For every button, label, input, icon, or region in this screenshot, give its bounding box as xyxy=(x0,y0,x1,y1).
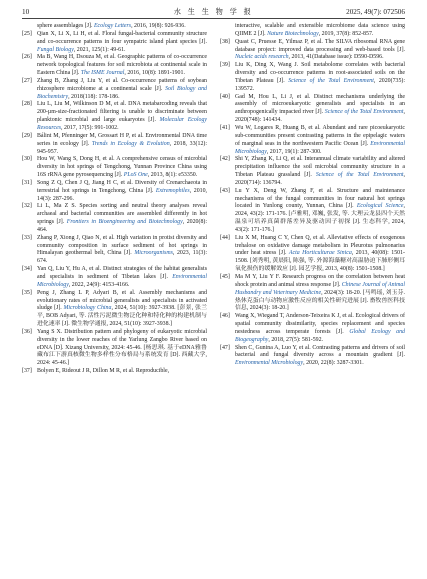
reference-number: [33] xyxy=(22,234,32,241)
reference-number: [37] xyxy=(22,368,32,375)
issue-info: 2025, 49(7): 072506 xyxy=(346,8,405,16)
journal-name[interactable]: Soil Biology and Biochemistry xyxy=(37,85,207,100)
reference-number: [35] xyxy=(22,289,32,296)
reference-number: [34] xyxy=(22,266,32,273)
journal-name[interactable]: Science of the Total Environment xyxy=(324,109,404,116)
ref-text: , 2021, 125(1): 49-61. xyxy=(73,46,126,53)
reference-entry xyxy=(22,78,207,102)
reference-entry xyxy=(22,101,207,132)
ref-text: Bolyen E, Rideout J R, Dillon M R, et al. Reproducible, xyxy=(37,368,170,375)
left-column xyxy=(22,23,207,575)
reference-entry xyxy=(22,235,207,266)
reference-entry xyxy=(22,290,207,329)
reference-number: [27] xyxy=(22,77,32,84)
reference-number: [29] xyxy=(22,132,32,139)
reference-number: [39] xyxy=(220,62,230,69)
reference-number: [44] xyxy=(220,234,230,241)
reference-entry xyxy=(220,313,405,344)
reference-number: [45] xyxy=(220,274,230,280)
reference-entry xyxy=(220,94,405,125)
ref-text: Qian X, Li X, Li H, et al. Floral fungal-bacterial community structure and co-occurrence patterns in four sympatric island plant species [J]. xyxy=(37,30,207,45)
ref-text: Wang X, Wiegand T, Anderson-Teixeira K J, et al. Ecological drivers of spatial community dissimilarity, species replacement and species nestedness across temperate forests [J]. xyxy=(235,313,405,335)
reference-number: [36] xyxy=(22,328,32,335)
ref-text: , 2017, 19(1): 287-300. xyxy=(266,148,322,155)
ref-text: , 2020, 22(8): 3287-3301. xyxy=(303,360,364,367)
ref-text: Wu W, Logares R, Huang B, et al. Abundant and rare picoeukaryotic sub-communities present contrasting patterns in the epipelagic waters of marginal seas in the northwestern Pacific Ocean [J]. xyxy=(235,124,405,147)
reference-number: [42] xyxy=(220,156,230,163)
ref-text: Gad M, Hou L, Li J, et al. Distinct mechanisms underlying the assembly of microeukaryotic generalists and specialists in an anthropogenically impacted river [J]. xyxy=(235,93,405,116)
reference-number: [26] xyxy=(22,54,32,61)
ref-text: Zhang P, Xiong J, Qiao N, et al. High variation in protist diversity and community composition in surface sediment of hot springs in Himalayan geothermal belt, China [J]. xyxy=(37,234,207,257)
reference-number: [40] xyxy=(220,93,230,100)
ref-text: , 2018(118): 178-186. xyxy=(68,93,120,100)
ref-text: sphere assemblages [J]. xyxy=(37,23,94,29)
reference-number: [43] xyxy=(220,187,230,194)
ref-text: Quast C, Pruesse E, Yilmaz P, et al. The SILVA ribosomal RNA gene database project: improved data processing and web-based tools [J]. xyxy=(235,38,405,53)
reference-number: [47] xyxy=(220,344,230,351)
ref-text: , 2013, 40(08): 1501-1508. [刘秀明, 黄晨阳, 陈强, 等. 外源海藻糖对高温胁迫下肺形侧耳氧化损伤的缓解效应 [J]. 园艺学报, 2013, 40(8): 1501-1508.] xyxy=(235,250,405,273)
reference-entry xyxy=(220,188,405,235)
ref-text: , 2024, 51(10): 3927-3938. [彭景, 张兰平, BOB Adyari, 等. 活性污泥微生物泛化种和特化种的构建机制与进化速率 [J]. 微生物学通报, 2024, 51(10): 3927-3938.] xyxy=(37,305,207,328)
reference-continuation xyxy=(220,23,405,39)
ref-text: , 2020(748): 141434. xyxy=(235,109,405,124)
journal-title: 水 生 生 物 学 报 xyxy=(173,8,254,16)
ref-text: Lu Y X, Deng W, Zhang F, et al. Structure and maintenance mechanisms of the fungal communities in four natural hot springs located in Yunlong county, Yunnan, China [J]. xyxy=(235,187,405,210)
ref-text: , 2016, 19(8): 926-936. xyxy=(131,23,186,29)
journal-name[interactable]: Extremophiles xyxy=(155,187,190,194)
ref-text: , 2019, 37(8): 852-857. xyxy=(318,30,374,37)
ref-text: Shi Y, Zhang K, Li Q, et al. Interannual climate variability and altered precipitation influence the soil microbial community structure in a Tibetan Plateau grassland [J]. xyxy=(235,156,405,179)
journal-name[interactable]: Science of the Total Environment xyxy=(315,172,404,179)
reference-number: [28] xyxy=(22,101,32,108)
journal-name[interactable]: The ISME Journal xyxy=(80,70,125,77)
ref-text: Yan Q, Liu Y, Hu A, et al. Distinct strategies of the habitat generalists and specialists in sediment of Tibetan lakes [J]. xyxy=(37,266,207,280)
reference-entry xyxy=(220,156,405,187)
page-number: 10 xyxy=(22,8,30,16)
reference-entry xyxy=(220,345,405,369)
reference-number: [46] xyxy=(220,313,230,320)
reference-entry xyxy=(220,62,405,93)
journal-name[interactable]: Frontiers in Bioengineering and Biotechnology xyxy=(66,219,183,226)
reference-number: [38] xyxy=(220,38,230,45)
reference-entry xyxy=(22,368,207,376)
reference-number: [32] xyxy=(22,203,32,210)
journal-name[interactable]: Fungal Biology xyxy=(37,46,74,53)
reference-entry xyxy=(220,274,405,313)
journal-name[interactable]: Nature Biotechnology xyxy=(267,30,319,37)
ref-text: Song Z Q, Chen J Q, Jiang H C, et al. Diversity of Crenarchaeota in terrestrial hot springs in Tengchong, China [J]. xyxy=(37,179,207,194)
ref-text: Bálint M, Pfenninger M, Grossart H P, et al. Environmental DNA time series in ecology [J]. xyxy=(37,132,207,147)
reference-columns xyxy=(22,23,405,575)
journal-name[interactable]: Science of the Total Environment xyxy=(288,77,374,84)
reference-entry xyxy=(220,125,405,156)
journal-name[interactable]: Global Ecology and Biogeography xyxy=(235,328,405,343)
journal-name[interactable]: Microbiology China xyxy=(63,305,112,312)
ref-text: Liu L, Liu M, Wilkinson D M, et al. DNA metabarcoding reveals that 200-µm-size-fractionated filtering is unable to discriminate between planktonic microbial and large eukaryotes [J]. xyxy=(37,101,207,124)
reference-entry xyxy=(22,203,207,234)
journal-name[interactable]: Ecological Science xyxy=(356,203,404,210)
ref-text: , 2024, 43(2): 171-176. [卢雅明, 邓巍, 张发, 等. 大理云龙县四个天然温泉可培养真菌群落差异及驱动因子初探 [J]. 生态科学, 2024, 43(2): 171-176.] xyxy=(235,203,405,233)
reference-entry xyxy=(220,235,405,274)
ref-text: , 2024(3): 18-20. [马鸣瑶, 刘玉芬. 热休克蛋白与动物应激性反应的相关性研究进展 [J]. 畜牧兽医科技信息, 2024(3): 18-20.] xyxy=(235,289,405,312)
journal-name[interactable]: Environmental Microbiology xyxy=(235,140,405,155)
reference-entry xyxy=(22,156,207,180)
journal-name[interactable]: Molecular Ecology Resources xyxy=(37,117,208,131)
ref-text: , 2017, 17(5): 991-1002. xyxy=(61,124,119,131)
reference-entry xyxy=(220,39,405,63)
ref-text: Liu K, Ding X, Wang J. Soil metabolome correlates with bacterial diversity and co-occurrence patterns in root-associated soils on the Tibetan Plateau [J]. xyxy=(235,62,405,84)
ref-text: , 2010, 14(3): 287-296. xyxy=(37,187,207,202)
ref-text: Yang S X. Distribution pattern and phylogeny of eukaryotic microbial diversity in the lower reaches of the Yarlung Zangbo River based on eDNA [D]. Xizang University, 2024: 45-46. [杨思琪. 基于eDNA雅鲁藏布江下游真核微生物多样性分布格局与系统发育 [D]. 西藏大学, 2024: 45-46.] xyxy=(37,328,207,367)
ref-text: , 2022, 24(9): 4153-4166. xyxy=(68,281,130,288)
running-header xyxy=(22,4,405,19)
journal-name[interactable]: Acta Horticulturae Sinica xyxy=(288,250,352,257)
ref-text: Shen C, Gunina A, Luo Y, et al. Contrasting patterns and drivers of soil bacterial and fungal diversity across a mountain gradient [J]. xyxy=(235,344,405,359)
ref-text: Peng J, Zhang L P, Adyari B, et al. Assembly mechanisms and evolutionary rates of microbial generalists and specialists in activated sludge [J]. xyxy=(37,289,207,312)
reference-number: [31] xyxy=(22,179,32,186)
journal-name[interactable]: Trends in Ecology & Evolution xyxy=(91,140,170,147)
reference-entry xyxy=(22,266,207,290)
ref-text: , 2020(714): 136794. xyxy=(235,172,406,186)
ref-text: , 2013, 41(Database issue): D590-D596. xyxy=(288,54,384,61)
reference-number: [25] xyxy=(22,30,32,37)
journal-name[interactable]: Environmental Microbiology xyxy=(235,360,304,367)
reference-number: [41] xyxy=(220,124,230,131)
ref-text: Hou W, Wang S, Dong H, et al. A comprehensive census of microbial diversity in hot springs of Tengchong, Yunnan Province China using 16S rRNA gene pyrosequencing [J]. xyxy=(37,156,207,179)
reference-entry xyxy=(22,31,207,55)
journal-name[interactable]: Environmental Microbiology xyxy=(37,274,207,288)
reference-entry xyxy=(22,329,207,368)
ref-text: Zhang B, Zhang J, Liu Y, et al. Co-occurrence patterns of soybean rhizosphere microbiome at a continental scale [J]. xyxy=(37,77,207,92)
ref-text: , 2020(8): 464. xyxy=(37,219,208,233)
ref-text: interactive, scalable and extensible microbiome data science using QIIME 2 [J]. xyxy=(235,23,405,37)
ref-text: Li L, Ma Z S. Species sorting and neutral theory analyses reveal archaeal and bacterial communities are assembled differently in hot springs [J]. xyxy=(37,203,207,226)
ref-text: Ma M Y, Liu Y F. Research progress on the correlation between heat shock protein and animal stress response [J]. xyxy=(235,274,405,288)
journal-name[interactable]: Microorganisms xyxy=(134,250,173,257)
journal-name[interactable]: PLoS One xyxy=(123,172,148,179)
ref-text: , 2018, 27(5): 581-592. xyxy=(268,336,324,343)
reference-entry xyxy=(22,54,207,78)
ref-text: , 2020(735): 139572. xyxy=(235,77,405,92)
ref-text: , 2018, 33(12): 945-957. xyxy=(37,140,207,155)
journal-name[interactable]: Nucleic acids research xyxy=(235,54,289,61)
ref-text: Liu X M, Huang C Y, Chen Q, et al. Alleviative effects of exogenous trehalose on oxidative damage metabolism in Pleurotus pulmonarius under heat stress [J]. xyxy=(235,234,405,257)
ref-text: , 2013, 8(1): e53350. xyxy=(147,172,198,179)
reference-continuation xyxy=(22,23,207,31)
ref-text: , 2016, 10(8): 1891-1901. xyxy=(124,70,185,77)
ref-text: Ma B, Wang H, Dsouza M, et al. Geographic patterns of co-occurrence network topological features for soil microbiota at continental scale in Eastern China [J]. xyxy=(37,54,207,77)
journal-name[interactable]: Chinese Journal of Animal Husbandry and Veterinary Medicine xyxy=(235,281,405,296)
reference-entry xyxy=(22,133,207,157)
reference-number: [30] xyxy=(22,156,32,163)
right-column xyxy=(220,23,405,575)
reference-entry xyxy=(22,180,207,204)
ref-text: , 2023, 11(3): 674. xyxy=(37,250,207,265)
journal-name[interactable]: Ecology Letters xyxy=(93,23,132,29)
